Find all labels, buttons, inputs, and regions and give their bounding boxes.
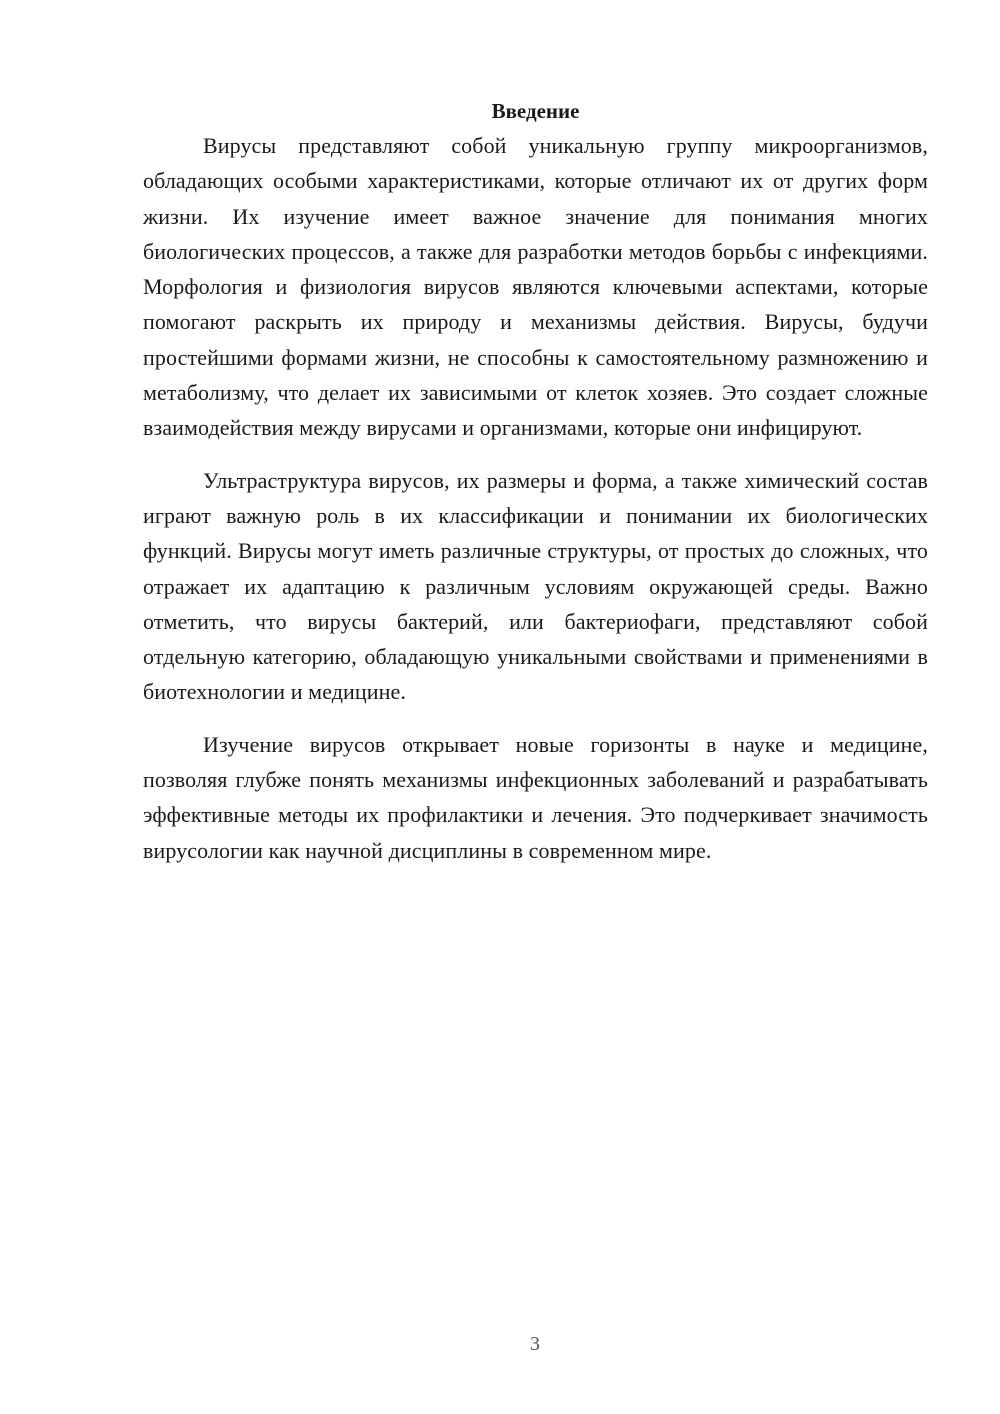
paragraph-2: Ультраструктура вирусов, их размеры и форма, а также химический состав играют важную роль в их классификации и понимании их биологических функций. Вирусы могут иметь различные структуры, от простых до сложных, что отражает их адаптацию к различным условиям окружающей среды. Важно отметить, что вирусы бактерий, или бактериофаги, представляют собой отдельную категорию, обладающую уникальными свойствами и применениями в биотехнологии и медицине. — [143, 467, 928, 705]
section-heading: Введение — [491, 99, 580, 123]
page-content — [143, 96, 928, 885]
page-number: 3 — [530, 1333, 540, 1355]
paragraph-3: Изучение вирусов открывает новые горизонты в науке и медицине, позволяя глубже понять механизмы инфекционных заболеваний и разрабатывать эффективные методы их профилактики и лечения. Это подчеркивает значимость вирусологии как научной дисциплины в современном мире. — [143, 731, 928, 863]
paragraph-1: Вирусы представляют собой уникальную группу микроорганизмов, обладающих особыми характеристиками, которые отличают их от других форм жизни. Их изучение имеет важное значение для понимания многих биологических процессов, а также для разработки методов борьбы с инфекциями. Морфология и физиология вирусов являются ключевыми аспектами, которые помогают раскрыть их природу и механизмы действия. Вирусы, будучи простейшими формами жизни, не способны к самостоятельному размножению и метаболизму, что делает их зависимыми от клеток хозяев. Это создает сложные взаимодействия между вирусами и организмами, которые они инфицируют. — [143, 133, 928, 441]
